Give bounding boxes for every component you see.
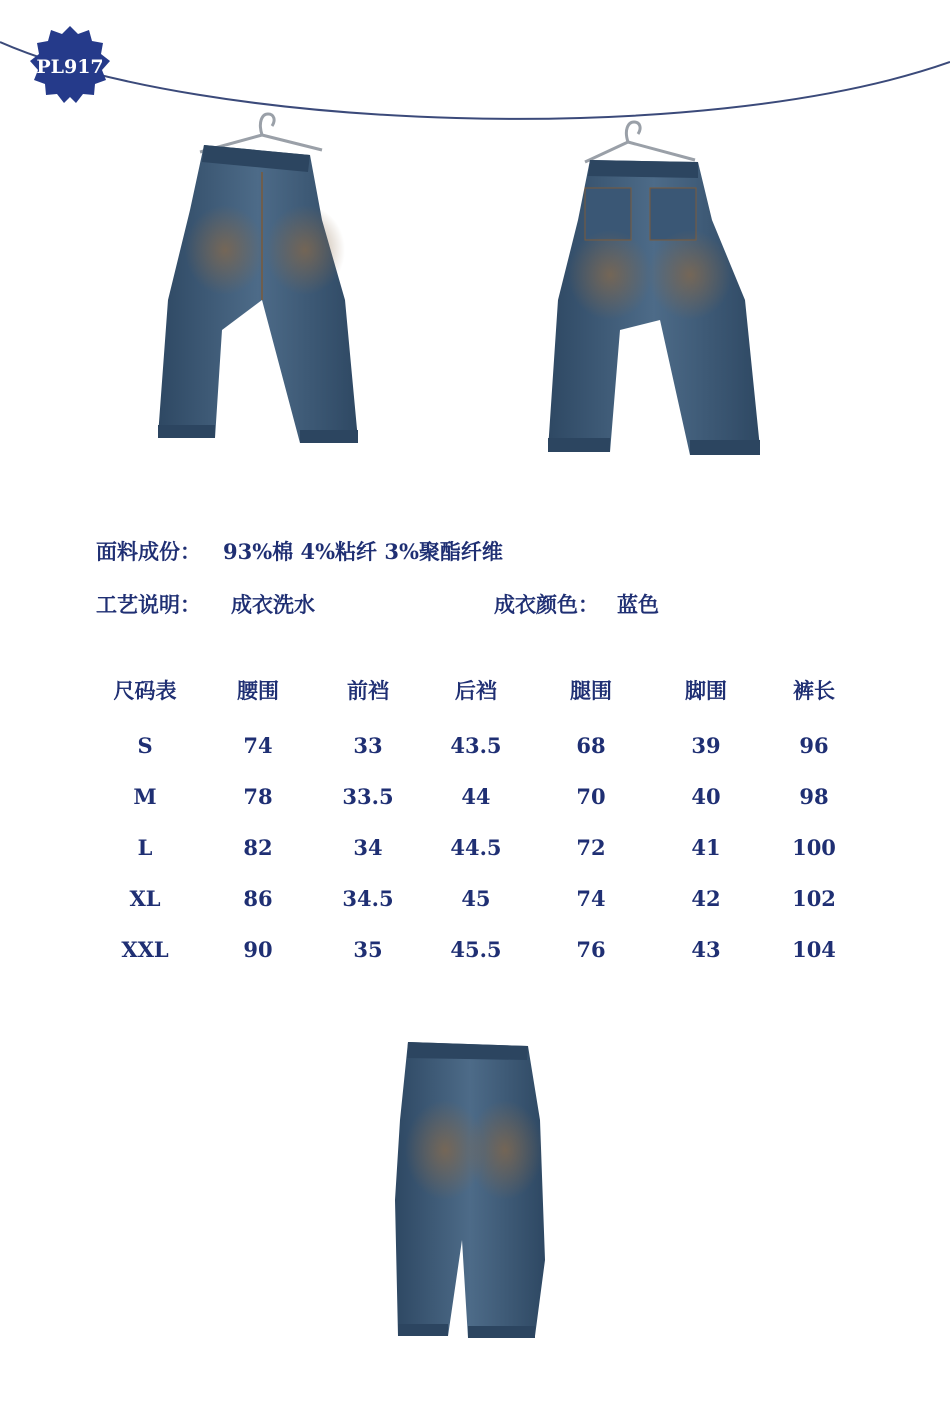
cell-length: 96 <box>799 733 829 758</box>
cell-size: L <box>137 835 153 860</box>
cell-size: M <box>133 784 157 809</box>
cell-size: XL <box>129 886 161 911</box>
cell-size: S <box>137 733 153 758</box>
table-row <box>88 924 868 975</box>
hanger-left <box>200 114 322 152</box>
cell-back-rise: 45.5 <box>450 937 502 962</box>
size-chart-header-row <box>88 670 868 720</box>
cell-length: 98 <box>799 784 829 809</box>
fabric-value: 93%棉 4%粘纤 3%聚酯纤维 <box>223 539 503 564</box>
cell-leg-opening: 43 <box>691 937 721 962</box>
cell-waist: 74 <box>243 733 273 758</box>
cell-front-rise: 34 <box>353 835 383 860</box>
process-spec <box>96 589 315 619</box>
cell-front-rise: 34.5 <box>342 886 394 911</box>
cell-thigh: 68 <box>576 733 606 758</box>
jeans-back-image <box>548 160 760 455</box>
table-row <box>88 822 868 873</box>
fabric-label: 面料成份： <box>96 539 201 564</box>
cell-thigh: 74 <box>576 886 606 911</box>
color-label: 成衣颜色： <box>494 592 599 617</box>
cell-waist: 86 <box>243 886 273 911</box>
color-value: 蓝色 <box>617 592 659 617</box>
cell-thigh: 76 <box>576 937 606 962</box>
size-chart-table <box>88 670 868 975</box>
cell-front-rise: 33.5 <box>342 784 394 809</box>
hanger-right <box>585 122 695 162</box>
cell-length: 100 <box>792 835 836 860</box>
cell-leg-opening: 40 <box>691 784 721 809</box>
color-spec <box>494 589 659 619</box>
jeans-side-image <box>395 1042 545 1338</box>
cell-back-rise: 44.5 <box>450 835 502 860</box>
cell-thigh: 70 <box>576 784 606 809</box>
fabric-spec <box>96 536 503 566</box>
header-waist: 腰围 <box>237 678 280 703</box>
cell-front-rise: 33 <box>353 733 383 758</box>
cell-length: 102 <box>792 886 836 911</box>
cell-leg-opening: 39 <box>691 733 721 758</box>
table-row <box>88 873 868 924</box>
header-back-rise: 后裆 <box>454 678 497 703</box>
product-code-badge: PL917 <box>36 56 104 78</box>
cell-length: 104 <box>792 937 836 962</box>
cell-back-rise: 43.5 <box>450 733 502 758</box>
cell-waist: 78 <box>243 784 273 809</box>
jeans-front-image <box>158 145 358 443</box>
cell-back-rise: 45 <box>461 886 491 911</box>
header-front-rise: 前裆 <box>347 678 389 703</box>
cell-front-rise: 35 <box>353 937 383 962</box>
process-value: 成衣洗水 <box>231 592 315 617</box>
cell-back-rise: 44 <box>461 784 491 809</box>
cell-thigh: 72 <box>576 835 606 860</box>
header-thigh: 腿围 <box>569 678 612 703</box>
cell-size: XXL <box>121 937 169 962</box>
cell-leg-opening: 41 <box>691 835 721 860</box>
process-label: 工艺说明： <box>96 592 201 617</box>
clothesline <box>0 42 950 119</box>
header-leg-opening: 脚围 <box>685 678 728 703</box>
cell-leg-opening: 42 <box>691 886 721 911</box>
table-row <box>88 720 868 771</box>
table-row <box>88 771 868 822</box>
cell-waist: 82 <box>243 835 273 860</box>
header-size: 尺码表 <box>113 678 177 703</box>
cell-waist: 90 <box>243 937 273 962</box>
header-length: 裤长 <box>793 678 835 703</box>
